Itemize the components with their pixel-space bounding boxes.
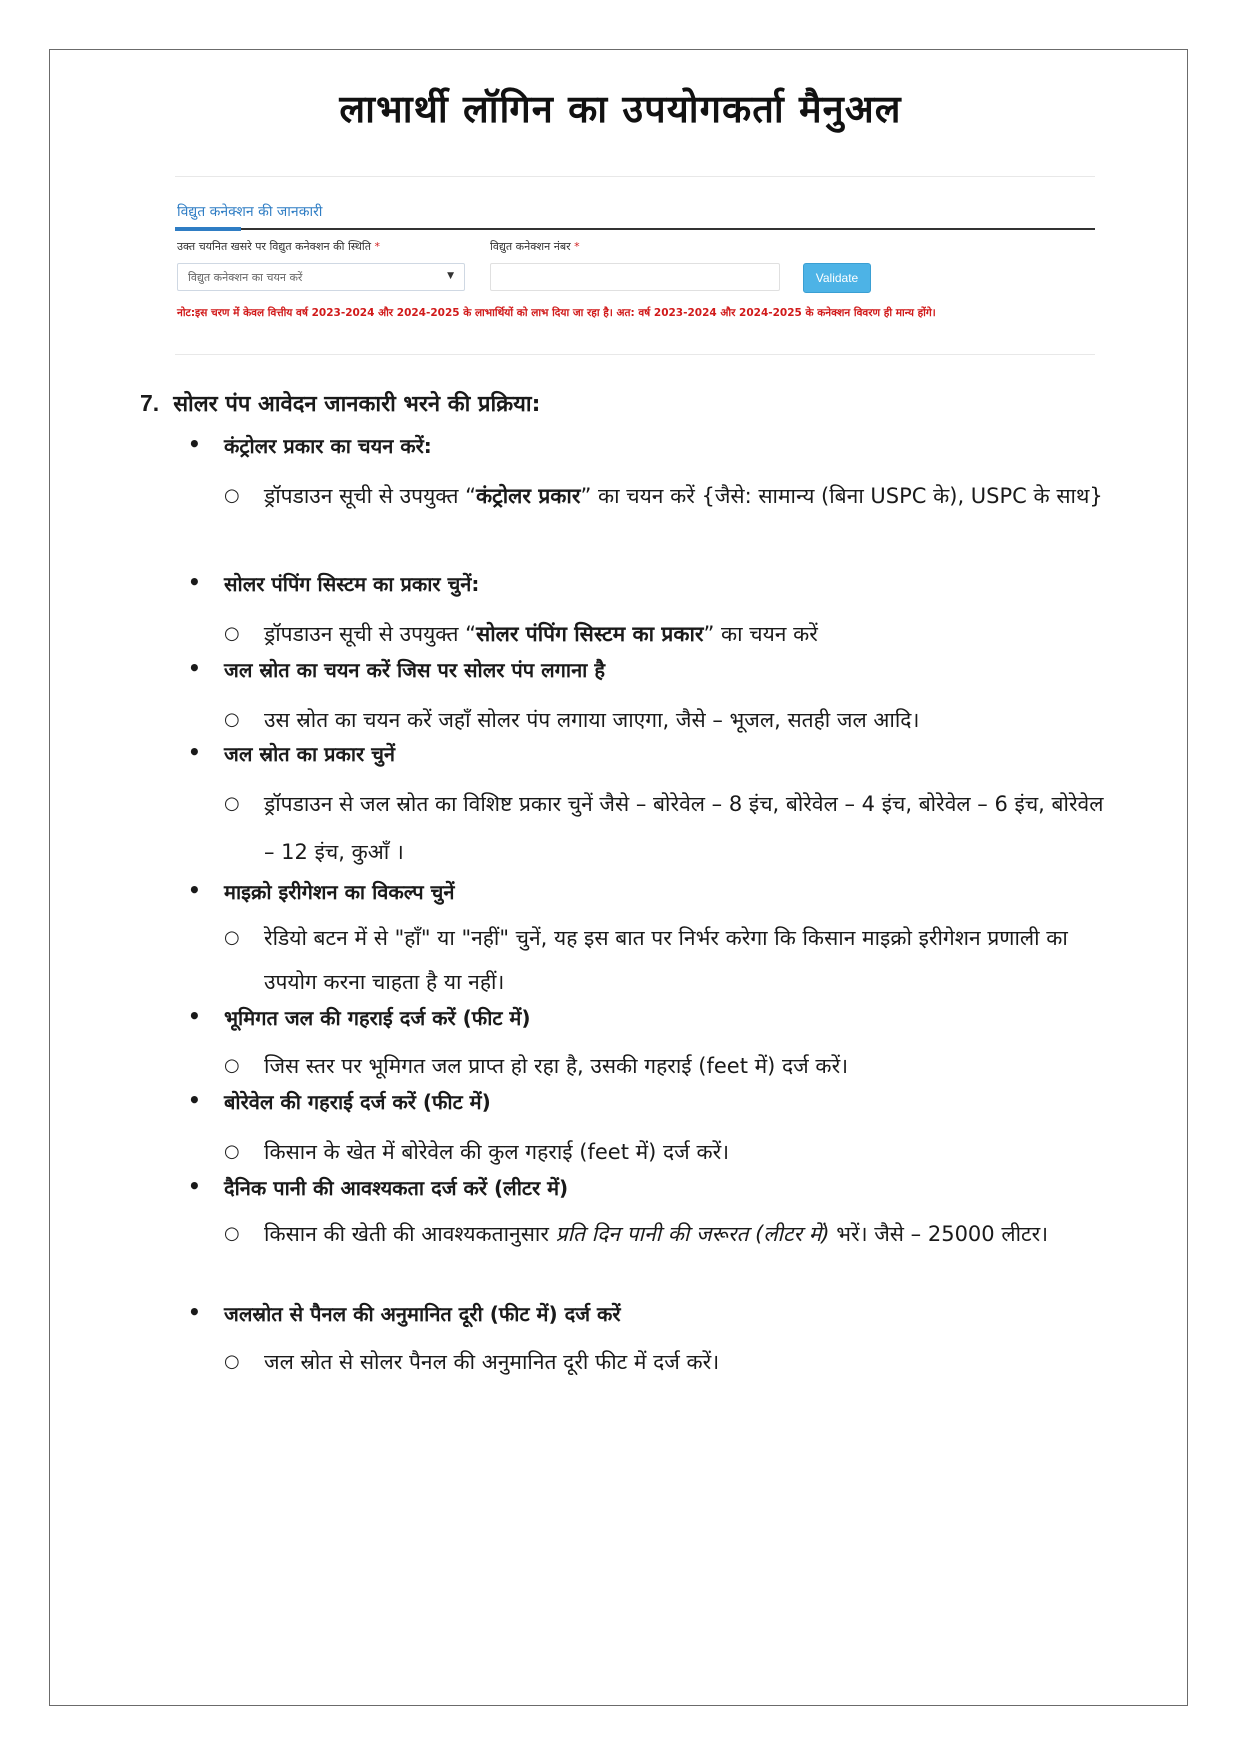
validate-button[interactable]: Validate bbox=[803, 263, 871, 293]
sub-item-text: ड्रॉपडाउन से जल स्रोत का विशिष्ट प्रकार चुनें जैसे – बोरेवेल – 8 इंच, बोरेवेल – 4 इंच, बोरेवेल – 6 इंच, बोरेवेल – 12 इंच, कुआँ । bbox=[264, 792, 1104, 864]
circle-bullet-icon: ○ bbox=[224, 1141, 240, 1162]
chevron-down-icon: ▼ bbox=[447, 271, 454, 281]
bullet-icon: • bbox=[188, 570, 201, 594]
divider bbox=[175, 354, 1095, 355]
connection-status-select[interactable] bbox=[177, 263, 465, 291]
connection-number-label-text: विद्युत कनेक्शन नंबर bbox=[490, 240, 571, 253]
circle-bullet-icon: ○ bbox=[224, 623, 240, 644]
form-section-title: विद्युत कनेक्शन की जानकारी bbox=[177, 204, 323, 220]
sub-item-text: ड्रॉपडाउन सूची से उपयुक्त “कंट्रोलर प्रकार” का चयन करें {जैसे: सामान्य (बिना USPC के), USPC के साथ} bbox=[264, 484, 1103, 508]
sub-item-text: किसान के खेत में बोरेवेल की कुल गहराई (feet में) दर्ज करें। bbox=[264, 1140, 730, 1164]
select-placeholder: विद्युत कनेक्शन का चयन करें bbox=[188, 271, 303, 284]
bullet-icon: • bbox=[188, 432, 201, 456]
sub-item-text: जल स्रोत से सोलर पैनल की अनुमानित दूरी फीट में दर्ज करें। bbox=[264, 1350, 720, 1374]
section-underline-accent bbox=[175, 227, 241, 231]
sub-item-text: ड्रॉपडाउन सूची से उपयुक्त “सोलर पंपिंग सिस्टम का प्रकार” का चयन करें bbox=[264, 622, 818, 646]
circle-bullet-icon: ○ bbox=[224, 793, 240, 814]
sub-item-text: किसान की खेती की आवश्यकतानुसार प्रति दिन पानी की जरूरत (लीटर में) भरें। जैसे – 25000 लीटर। bbox=[264, 1222, 1049, 1246]
bullet-icon: • bbox=[188, 740, 201, 764]
bullet-text: भूमिगत जल की गहराई दर्ज करें (फीट में) bbox=[224, 1006, 531, 1030]
bullet-text: माइक्रो इरीगेशन का विकल्प चुनें bbox=[224, 880, 455, 904]
bullet-icon: • bbox=[188, 1004, 201, 1028]
bullet-text: दैनिक पानी की आवश्यकता दर्ज करें (लीटर में) bbox=[224, 1176, 569, 1200]
required-mark: * bbox=[374, 240, 381, 253]
circle-bullet-icon: ○ bbox=[224, 927, 240, 948]
electricity-connection-form bbox=[175, 176, 1095, 356]
bullet-text: जल स्रोत का प्रकार चुनें bbox=[224, 742, 395, 766]
bullet-text: बोरेवेल की गहराई दर्ज करें (फीट में) bbox=[224, 1090, 491, 1114]
sub-item-text: रेडियो बटन में से "हाँ" या "नहीं" चुनें, यह इस बात पर निर्भर करेगा कि किसान माइक्रो इरीगेशन प्रणाली का उपयोग करना चाहता है या नहीं। bbox=[264, 926, 1068, 994]
section-heading-text: सोलर पंप आवेदन जानकारी भरने की प्रक्रिया: bbox=[173, 392, 541, 417]
bullet-icon: • bbox=[188, 1174, 201, 1198]
bullet-icon: • bbox=[188, 1088, 201, 1112]
connection-number-input[interactable] bbox=[490, 263, 780, 291]
sub-item-text: उस स्रोत का चयन करें जहाँ सोलर पंप लगाया जाएगा, जैसे – भूजल, सतही जल आदि। bbox=[264, 708, 920, 732]
circle-bullet-icon: ○ bbox=[224, 1351, 240, 1372]
section-underline bbox=[175, 228, 1095, 230]
page-title: लाभार्थी लॉगिन का उपयोगकर्ता मैनुअल bbox=[339, 87, 902, 131]
circle-bullet-icon: ○ bbox=[224, 1223, 240, 1244]
circle-bullet-icon: ○ bbox=[224, 485, 240, 506]
divider bbox=[175, 176, 1095, 177]
bullet-icon: • bbox=[188, 878, 201, 902]
circle-bullet-icon: ○ bbox=[224, 709, 240, 730]
bullet-text: कंट्रोलर प्रकार का चयन करें: bbox=[224, 434, 432, 458]
connection-status-label bbox=[177, 239, 380, 254]
required-mark: * bbox=[574, 240, 580, 253]
section-heading bbox=[140, 388, 540, 418]
bullet-text: जलस्रोत से पैनल की अनुमानित दूरी (फीट में) दर्ज करें bbox=[224, 1302, 621, 1326]
connection-status-label-text: उक्त चयनित खसरे पर विद्युत कनेक्शन की स्थिति bbox=[177, 240, 372, 253]
circle-bullet-icon: ○ bbox=[224, 1055, 240, 1076]
sub-item-text: जिस स्तर पर भूमिगत जल प्राप्त हो रहा है, उसकी गहराई (feet में) दर्ज करें। bbox=[264, 1054, 849, 1078]
bullet-icon: • bbox=[188, 656, 201, 680]
form-note: नोट:इस चरण में केवल वित्तीय वर्ष 2023-2024 और 2024-2025 के लाभार्थियों को लाभ दिया जा रहा है। अत: वर्ष 2023-2024 और 2024-2025 के कनेक्शन विवरण ही मान्य होंगे। bbox=[177, 307, 936, 319]
connection-number-label bbox=[490, 239, 580, 254]
section-number: 7. bbox=[140, 390, 160, 416]
bullet-icon: • bbox=[188, 1300, 201, 1324]
bullet-text: जल स्रोत का चयन करें जिस पर सोलर पंप लगाना है bbox=[224, 658, 605, 682]
bullet-text: सोलर पंपिंग सिस्टम का प्रकार चुनें: bbox=[224, 572, 480, 596]
